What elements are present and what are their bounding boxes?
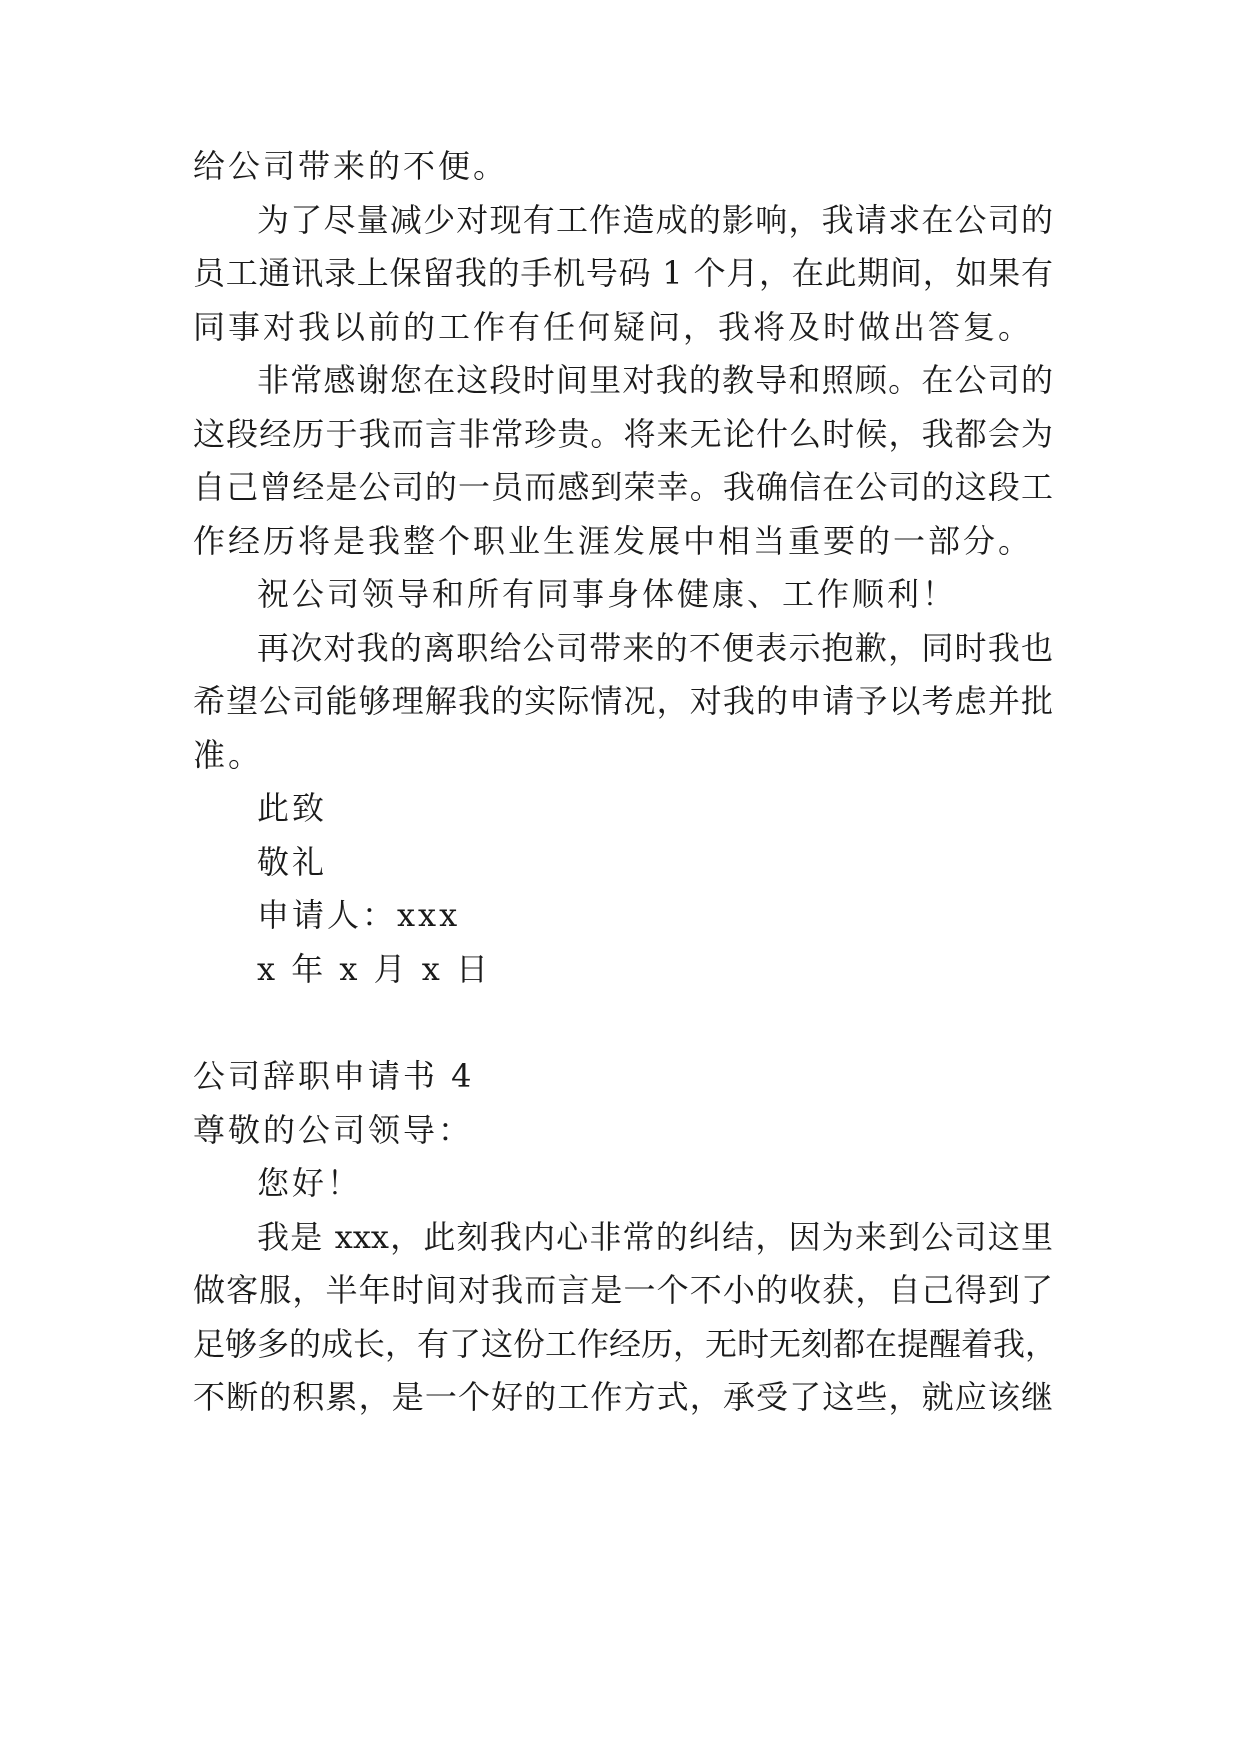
greeting-line: 您好！ [257,1164,363,1202]
body-line: 给公司带来的不便。 [193,147,509,185]
salutation-line: 敬礼 [257,843,328,881]
body-line: 足够多的成长，有了这份工作经历，无时无刻都在提醒着我， [193,1325,1058,1363]
body-line: 祝公司领导和所有同事身体健康、工作顺利！ [257,575,958,613]
body-line: 作经历将是我整个职业生涯发展中相当重要的一部分。 [193,522,1034,560]
greeting-line: 尊敬的公司领导： [193,1111,474,1149]
body-line: 我是 xxx，此刻我内心非常的纠结，因为来到公司这里 [257,1218,1053,1256]
body-line: 为了尽量减少对现有工作造成的影响，我请求在公司的 [257,201,1053,239]
body-line: 员工通讯录上保留我的手机号码 1 个月，在此期间，如果有 [193,254,1053,292]
body-line: 准。 [193,736,264,774]
body-line: 希望公司能够理解我的实际情况，对我的申请予以考虑并批 [193,682,1053,720]
body-line: 这段经历于我而言非常珍贵。将来无论什么时候，我都会为 [193,415,1053,453]
body-line: 做客服，半年时间对我而言是一个不小的收获，自己得到了 [193,1271,1053,1309]
body-line: 再次对我的离职给公司带来的不便表示抱歉，同时我也 [257,629,1053,667]
body-line: 不断的积累，是一个好的工作方式，承受了这些，就应该继 [193,1378,1053,1416]
applicant-line: 申请人：xxx [257,896,461,934]
closing-line: 此致 [257,789,328,827]
body-line: 同事对我以前的工作有任何疑问，我将及时做出答复。 [193,308,1034,346]
body-line: 自己曾经是公司的一员而感到荣幸。我确信在公司的这段工 [193,468,1053,506]
date-line: x 年 x 月 x 日 [257,950,492,988]
section-title: 公司辞职申请书 4 [193,1057,475,1095]
body-line: 非常感谢您在这段时间里对我的教导和照顾。在公司的 [257,361,1053,399]
